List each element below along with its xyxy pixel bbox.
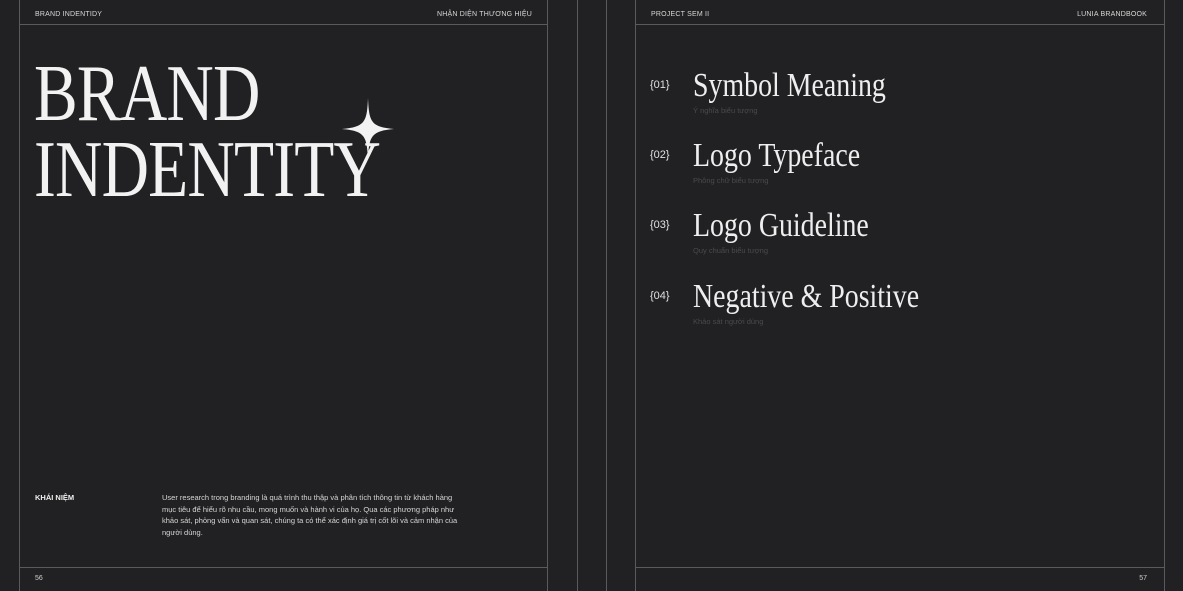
page-number-right: 57 (1139, 575, 1147, 582)
toc-subtitle: Ý nghĩa biểu tượng (693, 106, 758, 115)
grid-line-v (606, 0, 607, 591)
toc-title: Negative & Positive (693, 278, 920, 315)
concept-text: User research trong branding là quá trình thu thập và phân tích thông tin từ khách hàng mục tiêu để hiểu rõ nhu cầu, mong muốn và hành vi của họ. Qua các phương pháp như khảo sát, phỏng vấn và quan sát, chúng ta có thể xác định giá trị cốt lõi và cảm nhận của người dùng. (162, 493, 458, 537)
page-title-line2: INDENTITY (34, 126, 381, 214)
toc-title: Symbol Meaning (693, 67, 886, 104)
toc-number: {01} (650, 79, 670, 91)
grid-line-h (635, 24, 1165, 25)
grid-line-v (577, 0, 578, 591)
header-right: LUNIA BRANDBOOK (1077, 11, 1147, 18)
toc-subtitle: Quy chuẩn biểu tượng (693, 246, 768, 255)
grid-line-h (635, 567, 1165, 568)
grid-line-v (635, 0, 636, 591)
toc-number: {04} (650, 290, 670, 302)
header-right: NHẬN DIỆN THƯƠNG HIỆU (436, 11, 532, 18)
grid-line-v (19, 0, 20, 591)
page-title-line1: BRAND (34, 50, 260, 138)
grid-line-v (1164, 0, 1165, 591)
toc-subtitle: Phông chữ biểu tượng (693, 176, 769, 185)
grid-line-v (547, 0, 548, 591)
toc-title: Logo Typeface (693, 137, 861, 174)
grid-line-h (19, 24, 548, 25)
header-left: BRAND INDENTIDY (35, 11, 103, 18)
grid-line-h (19, 567, 548, 568)
toc-subtitle: Khảo sát người dùng (693, 317, 764, 326)
toc-number: {02} (650, 149, 670, 161)
toc-title: Logo Guideline (693, 207, 869, 244)
toc-number: {03} (650, 219, 670, 231)
header-left: PROJECT SEM II (651, 11, 710, 18)
page-number-left: 56 (35, 575, 43, 582)
concept-label: KHÁI NIỆM (35, 493, 75, 502)
sparkle-icon (342, 98, 394, 160)
